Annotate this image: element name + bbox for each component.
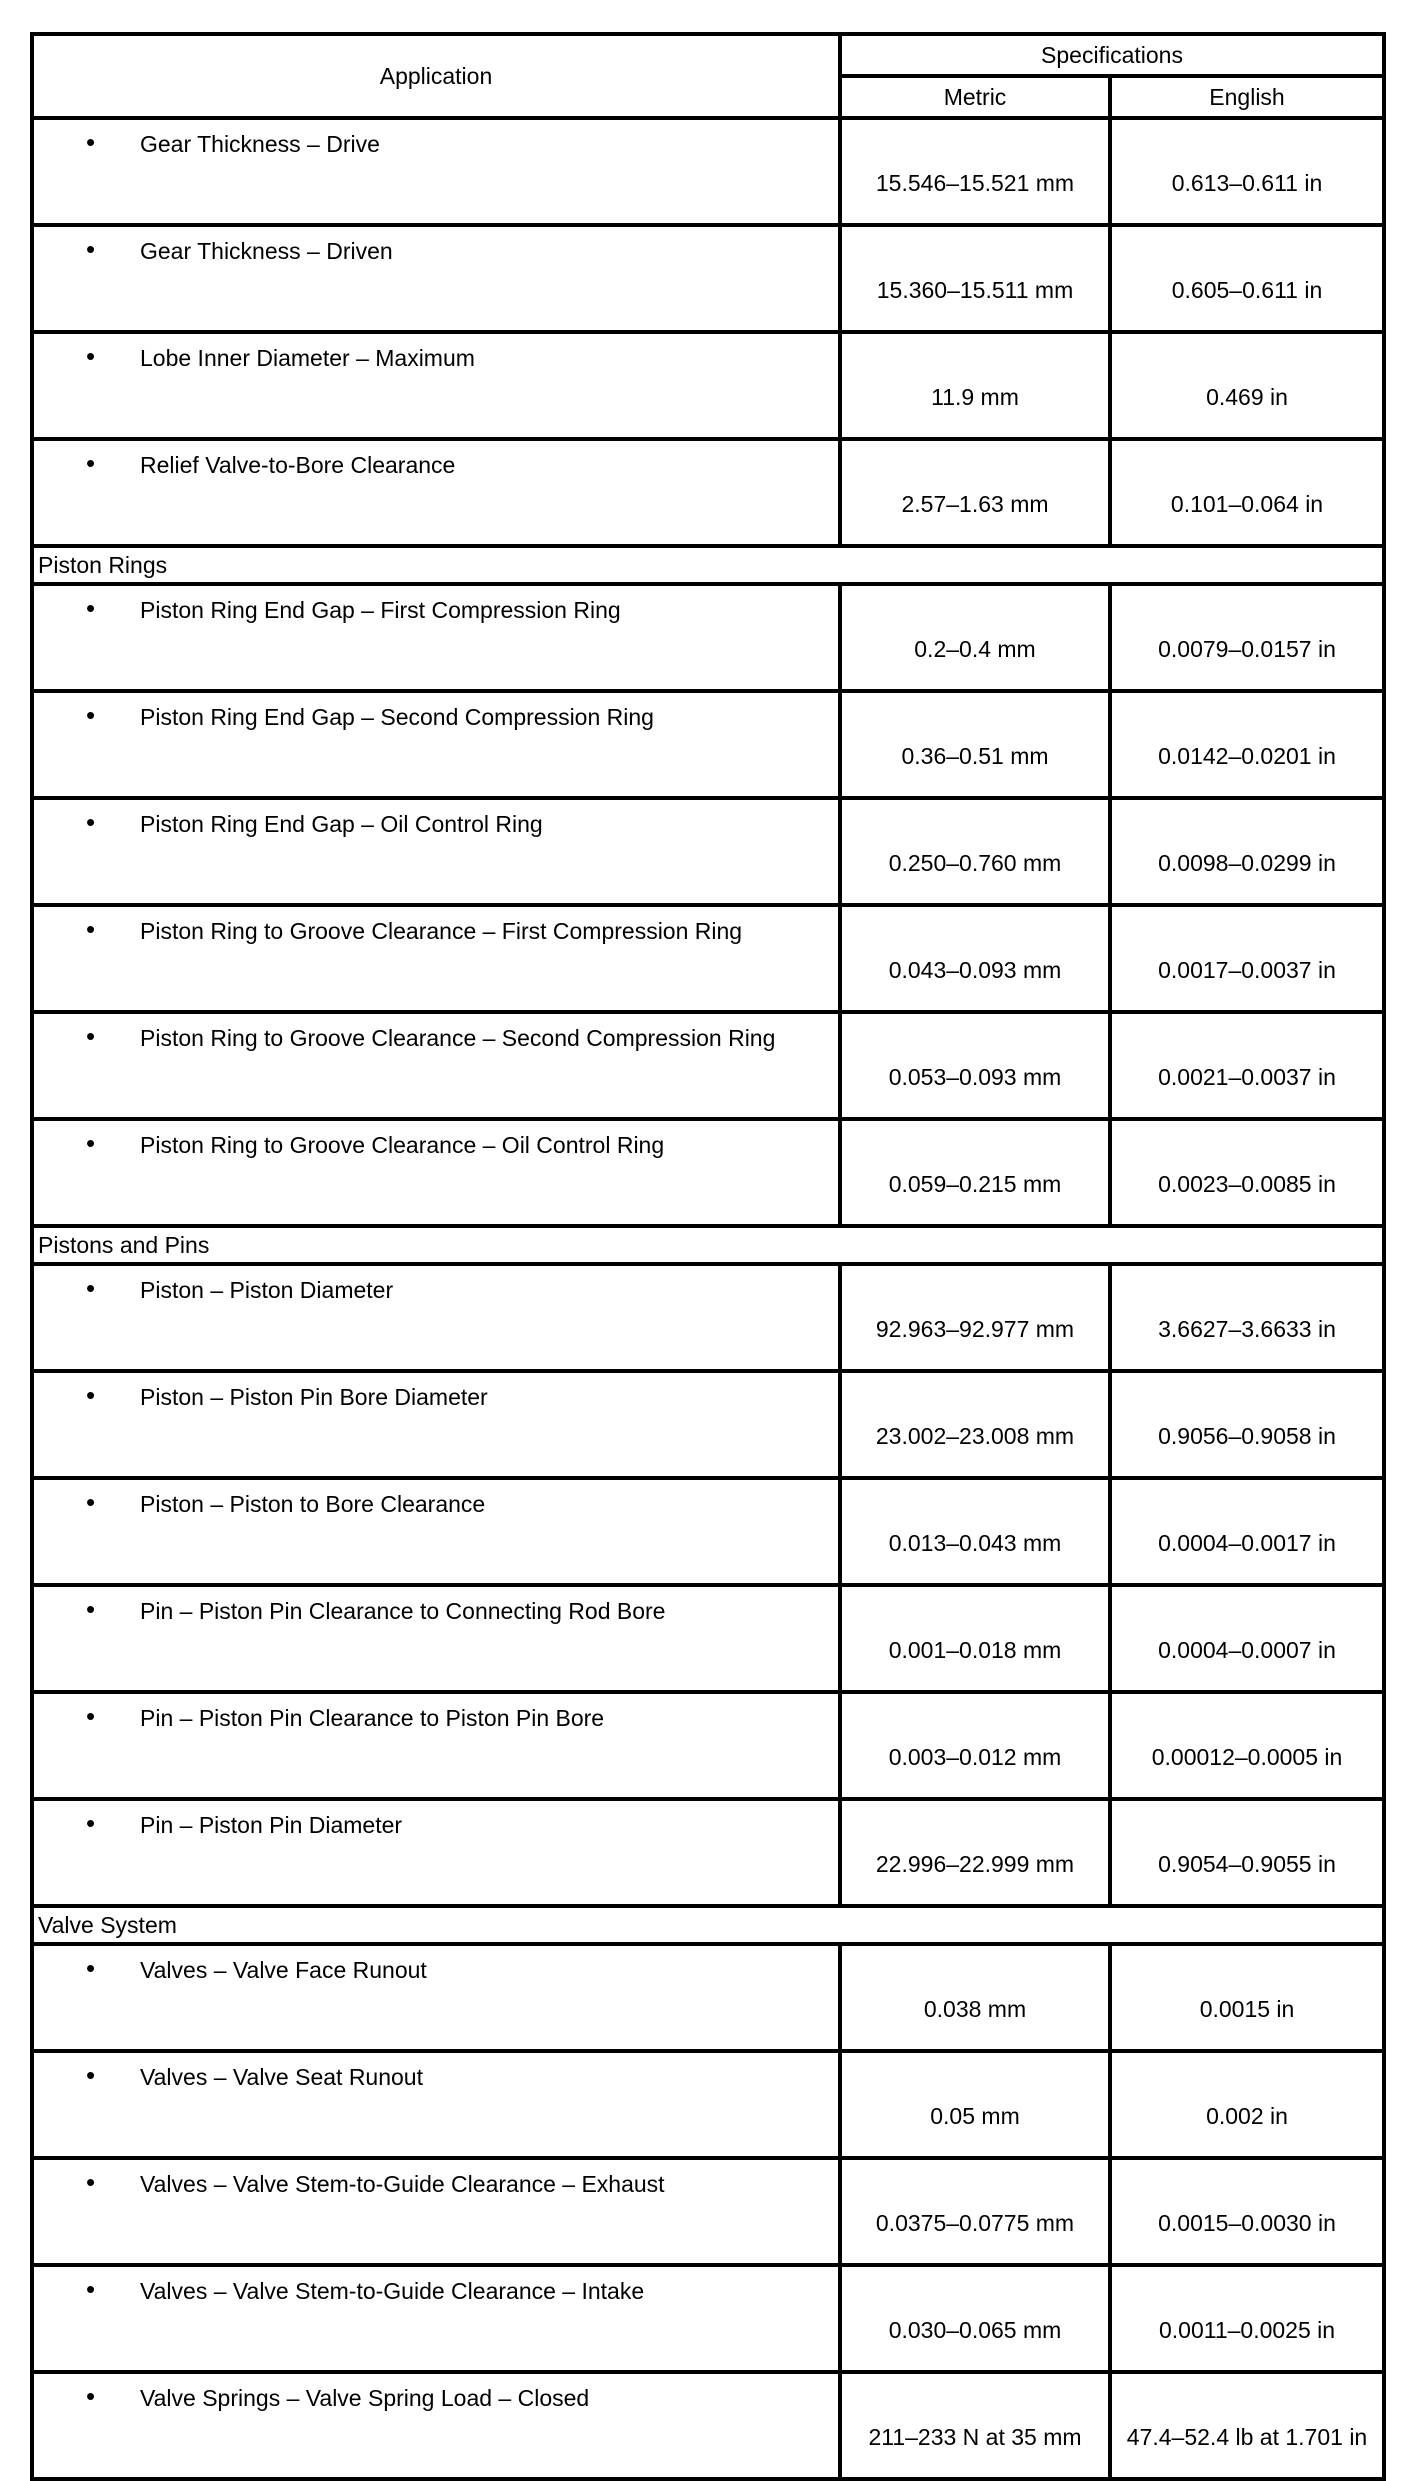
bullet-icon: • [86, 1953, 96, 1983]
table-row [32, 691, 1384, 798]
bullet-icon: • [86, 1594, 96, 1624]
bullet-icon: • [86, 1487, 96, 1517]
application-label: Valves – Valve Stem-to-Guide Clearance – Exhaust [140, 2171, 665, 2197]
metric-value: 23.002–23.008 mm [840, 1371, 1110, 1478]
bullet-icon: • [86, 448, 96, 478]
header-specifications: Specifications [840, 34, 1384, 76]
application-label: Relief Valve-to-Bore Clearance [140, 452, 456, 478]
table-row [32, 439, 1384, 546]
table-row [32, 118, 1384, 225]
metric-value: 0.2–0.4 mm [840, 584, 1110, 691]
bullet-icon: • [86, 1273, 96, 1303]
metric-value: 0.05 mm [840, 2051, 1110, 2158]
metric-value: 92.963–92.977 mm [840, 1264, 1110, 1371]
metric-value: 0.038 mm [840, 1944, 1110, 2051]
english-value: 0.605–0.611 in [1110, 225, 1384, 332]
bullet-icon: • [86, 914, 96, 944]
metric-value: 0.059–0.215 mm [840, 1119, 1110, 1226]
metric-value: 0.0375–0.0775 mm [840, 2158, 1110, 2265]
application-cell [32, 1478, 840, 1585]
application-label: Piston Ring End Gap – First Compression Ring [140, 597, 621, 623]
application-cell [32, 1012, 840, 1119]
english-value: 0.469 in [1110, 332, 1384, 439]
table-row [32, 225, 1384, 332]
application-cell [32, 1371, 840, 1478]
application-label: Piston Ring to Groove Clearance – Oil Control Ring [140, 1132, 665, 1158]
english-value: 0.0098–0.0299 in [1110, 798, 1384, 905]
application-cell [32, 332, 840, 439]
application-label: Valves – Valve Face Runout [140, 1957, 427, 1983]
english-value: 47.4–52.4 lb at 1.701 in [1110, 2372, 1384, 2479]
application-cell [32, 798, 840, 905]
bullet-icon: • [86, 341, 96, 371]
application-cell [32, 2372, 840, 2479]
bullet-icon: • [86, 593, 96, 623]
bullet-icon: • [86, 234, 96, 264]
section-row [32, 1226, 1384, 1264]
metric-value: 0.003–0.012 mm [840, 1692, 1110, 1799]
table-row [32, 905, 1384, 1012]
header-english: English [1110, 76, 1384, 118]
english-value: 0.002 in [1110, 2051, 1384, 2158]
english-value: 0.0017–0.0037 in [1110, 905, 1384, 1012]
application-cell [32, 225, 840, 332]
table-row [32, 2158, 1384, 2265]
application-label: Piston – Piston to Bore Clearance [140, 1491, 486, 1517]
application-cell [32, 1692, 840, 1799]
bullet-icon: • [86, 700, 96, 730]
metric-value: 0.250–0.760 mm [840, 798, 1110, 905]
table-row [32, 2051, 1384, 2158]
application-cell [32, 584, 840, 691]
table-row [32, 1585, 1384, 1692]
bullet-icon: • [86, 1021, 96, 1051]
header-application: Application [32, 34, 840, 118]
metric-value: 0.36–0.51 mm [840, 691, 1110, 798]
metric-value: 22.996–22.999 mm [840, 1799, 1110, 1906]
english-value: 0.0011–0.0025 in [1110, 2265, 1384, 2372]
header-metric: Metric [840, 76, 1110, 118]
table-row [32, 1371, 1384, 1478]
application-cell [32, 118, 840, 225]
application-cell [32, 905, 840, 1012]
english-value: 0.613–0.611 in [1110, 118, 1384, 225]
bullet-icon: • [86, 2274, 96, 2304]
english-value: 3.6627–3.6633 in [1110, 1264, 1384, 1371]
metric-value: 0.001–0.018 mm [840, 1585, 1110, 1692]
table-row [32, 1692, 1384, 1799]
table-row [32, 1119, 1384, 1226]
application-label: Pin – Piston Pin Clearance to Connecting Rod Bore [140, 1598, 666, 1624]
english-value: 0.0004–0.0017 in [1110, 1478, 1384, 1585]
table-body [32, 118, 1384, 2479]
metric-value: 0.043–0.093 mm [840, 905, 1110, 1012]
english-value: 0.00012–0.0005 in [1110, 1692, 1384, 1799]
section-title: Piston Rings [32, 546, 1384, 584]
section-row [32, 1906, 1384, 1944]
english-value: 0.0142–0.0201 in [1110, 691, 1384, 798]
english-value: 0.0015–0.0030 in [1110, 2158, 1384, 2265]
application-label: Piston – Piston Diameter [140, 1277, 394, 1303]
application-cell [32, 1264, 840, 1371]
application-cell [32, 2158, 840, 2265]
table-row [32, 584, 1384, 691]
application-label: Pin – Piston Pin Clearance to Piston Pin Bore [140, 1705, 605, 1731]
metric-value: 15.546–15.521 mm [840, 118, 1110, 225]
application-label: Valves – Valve Seat Runout [140, 2064, 423, 2090]
application-cell [32, 1944, 840, 2051]
table-row [32, 1012, 1384, 1119]
metric-value: 0.013–0.043 mm [840, 1478, 1110, 1585]
bullet-icon: • [86, 1808, 96, 1838]
english-value: 0.0015 in [1110, 1944, 1384, 2051]
metric-value: 0.030–0.065 mm [840, 2265, 1110, 2372]
metric-value: 2.57–1.63 mm [840, 439, 1110, 546]
application-label: Piston Ring End Gap – Second Compression Ring [140, 704, 654, 730]
table-row [32, 1799, 1384, 1906]
section-row [32, 546, 1384, 584]
specifications-table [30, 32, 1386, 2481]
application-label: Gear Thickness – Driven [140, 238, 393, 264]
table-row [32, 2265, 1384, 2372]
application-label: Piston Ring to Groove Clearance – First Compression Ring [140, 918, 743, 944]
application-cell [32, 1119, 840, 1226]
english-value: 0.101–0.064 in [1110, 439, 1384, 546]
section-title: Valve System [32, 1906, 1384, 1944]
application-label: Lobe Inner Diameter – Maximum [140, 345, 475, 371]
bullet-icon: • [86, 127, 96, 157]
table-row [32, 1944, 1384, 2051]
application-label: Valve Springs – Valve Spring Load – Closed [140, 2385, 590, 2411]
section-title: Pistons and Pins [32, 1226, 1384, 1264]
application-cell [32, 2265, 840, 2372]
application-label: Piston Ring End Gap – Oil Control Ring [140, 811, 543, 837]
application-cell [32, 1585, 840, 1692]
table-row [32, 1478, 1384, 1585]
bullet-icon: • [86, 807, 96, 837]
bullet-icon: • [86, 2381, 96, 2411]
table-row [32, 2372, 1384, 2479]
application-cell [32, 1799, 840, 1906]
english-value: 0.0021–0.0037 in [1110, 1012, 1384, 1119]
application-label: Pin – Piston Pin Diameter [140, 1812, 403, 1838]
application-cell [32, 691, 840, 798]
bullet-icon: • [86, 2167, 96, 2197]
table-header [32, 34, 1384, 118]
application-cell [32, 2051, 840, 2158]
english-value: 0.9056–0.9058 in [1110, 1371, 1384, 1478]
application-label: Gear Thickness – Drive [140, 131, 380, 157]
application-label: Piston – Piston Pin Bore Diameter [140, 1384, 488, 1410]
table-row [32, 332, 1384, 439]
application-label: Valves – Valve Stem-to-Guide Clearance – Intake [140, 2278, 645, 2304]
english-value: 0.0004–0.0007 in [1110, 1585, 1384, 1692]
metric-value: 11.9 mm [840, 332, 1110, 439]
table-row [32, 798, 1384, 905]
english-value: 0.0023–0.0085 in [1110, 1119, 1384, 1226]
metric-value: 15.360–15.511 mm [840, 225, 1110, 332]
english-value: 0.9054–0.9055 in [1110, 1799, 1384, 1906]
english-value: 0.0079–0.0157 in [1110, 584, 1384, 691]
bullet-icon: • [86, 1128, 96, 1158]
table-row [32, 1264, 1384, 1371]
bullet-icon: • [86, 1701, 96, 1731]
bullet-icon: • [86, 2060, 96, 2090]
application-cell [32, 439, 840, 546]
bullet-icon: • [86, 1380, 96, 1410]
metric-value: 0.053–0.093 mm [840, 1012, 1110, 1119]
application-label: Piston Ring to Groove Clearance – Second Compression Ring [140, 1025, 776, 1051]
metric-value: 211–233 N at 35 mm [840, 2372, 1110, 2479]
